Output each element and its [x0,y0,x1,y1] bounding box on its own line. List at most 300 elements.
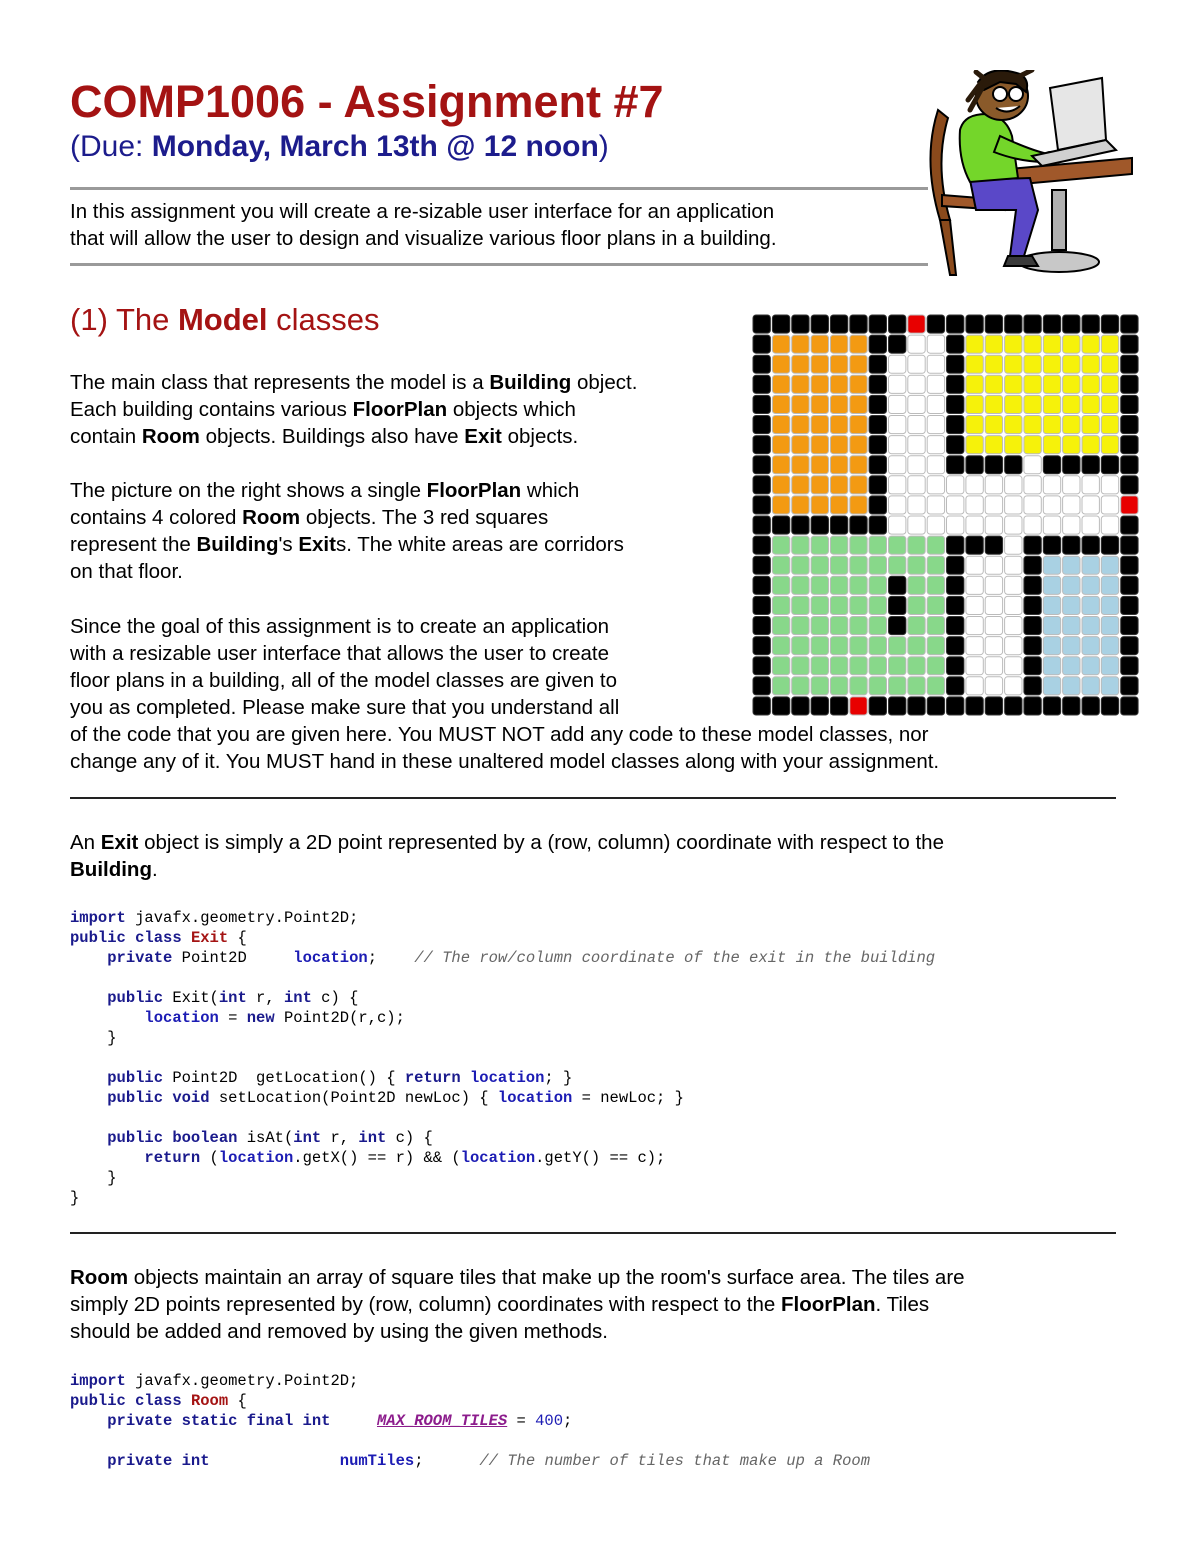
floor-tile [1121,335,1138,353]
floor-tile [1024,496,1041,514]
floor-tile [1121,536,1138,554]
floor-tile [1043,536,1060,554]
text-run: . Tiles [875,1293,930,1316]
floor-tile [985,596,1002,614]
floor-tile [947,416,964,434]
floor-tile [792,677,809,695]
floor-tile [850,637,867,655]
text-run: objects maintain an array of square tiles that make up the room's surface area. The tiles are [128,1266,965,1289]
floor-tile [1121,416,1138,434]
floor-tile [1101,657,1118,675]
code-text: ; } [544,1069,573,1087]
floor-tile [927,496,944,514]
floor-tile [908,436,925,454]
room-description [70,1291,929,1318]
floor-tile [1101,536,1118,554]
text-run: contain [70,425,142,448]
floor-tile [1024,576,1041,594]
code-text: javafx.geometry.Point2D; [125,909,359,927]
code-text: ( [200,1149,219,1167]
floor-tile [772,677,789,695]
floor-tile [811,556,828,574]
floor-tile [985,657,1002,675]
floor-tile [1043,596,1060,614]
code-text: c) { [386,1129,433,1147]
floor-tile [1024,436,1041,454]
floor-tile [811,697,828,715]
floor-tile [966,375,983,393]
keyword: int [283,989,312,1007]
floor-tile [985,335,1002,353]
code-text: c) { [311,989,359,1007]
floor-tile [850,496,867,514]
floor-tile [753,596,770,614]
floor-tile [908,375,925,393]
floor-tile [985,315,1002,333]
floor-tile [966,496,983,514]
floor-tile [1005,315,1022,333]
floor-tile [966,476,983,494]
floor-tile [889,436,906,454]
floor-tile [830,456,847,474]
floor-tile [772,355,789,373]
section-prefix: (1) The [70,302,178,337]
floor-tile [772,375,789,393]
code-text: } [107,1029,117,1047]
code-text: ; [563,1412,573,1430]
floor-tile [1063,697,1080,715]
floor-tile [985,536,1002,554]
floor-tile [811,355,828,373]
floor-tile [792,335,809,353]
floor-tile [1043,355,1060,373]
floor-tile [966,556,983,574]
floor-tile [985,436,1002,454]
floor-tile [1121,657,1138,675]
floor-tile [908,395,925,413]
floor-tile [1082,335,1099,353]
floor-tile [1024,395,1041,413]
floor-tile [966,657,983,675]
floor-tile [792,355,809,373]
floor-tile [850,677,867,695]
field-name: location [293,949,368,967]
floor-tile [792,556,809,574]
floor-tile [1005,456,1022,474]
exit-code-block [70,908,935,1208]
floor-tile [966,677,983,695]
floor-tile [772,556,789,574]
floor-tile [1101,375,1118,393]
class-name: FloorPlan [781,1293,876,1316]
floor-tile [908,315,925,333]
floor-tile [1024,657,1041,675]
floor-tile [753,536,770,554]
floor-tile [1082,516,1099,534]
floor-tile [966,596,983,614]
floor-tile [985,697,1002,715]
floor-tile [811,436,828,454]
floor-tile [772,576,789,594]
floor-tile [889,315,906,333]
floor-tile [1005,516,1022,534]
floor-tile [889,416,906,434]
floor-tile [772,657,789,675]
keyword: public boolean [107,1129,238,1147]
keyword: public class [70,1392,182,1410]
floor-tile [772,436,789,454]
floor-tile [869,416,886,434]
floor-tile [947,516,964,534]
floor-tile [927,596,944,614]
floor-tile [1101,355,1118,373]
floor-tile [792,637,809,655]
floor-tile [1043,556,1060,574]
floor-tile [772,536,789,554]
due-date-value: Monday, March 13th @ 12 noon [151,130,599,163]
floor-tile [1082,677,1099,695]
code-text: javafx.geometry.Point2D; [125,1372,359,1390]
floor-tile [1101,516,1118,534]
floor-tile [947,657,964,675]
floor-tile [811,617,828,635]
floor-tile [1005,375,1022,393]
floor-tile [1121,375,1138,393]
floor-tile [927,375,944,393]
text-run: represent the [70,533,197,556]
floor-tile [811,637,828,655]
floor-tile [1063,355,1080,373]
floor-tile [830,436,847,454]
keyword: public class [70,929,182,947]
floor-tile [753,315,770,333]
floor-tile [869,576,886,594]
floor-tile [850,556,867,574]
floor-tile [792,617,809,635]
field-name: location [218,1149,294,1167]
text-run: Each building contains various [70,398,353,421]
floor-tile [927,315,944,333]
floor-tile [1121,697,1138,715]
floor-tile [753,476,770,494]
floor-tile [947,456,964,474]
floor-tile [1101,576,1118,594]
floor-tile [869,476,886,494]
floor-tile [830,596,847,614]
floor-tile [927,697,944,715]
floor-tile [947,395,964,413]
floor-tile [811,677,828,695]
floor-tile [966,516,983,534]
text-run: The picture on the right shows a single [70,479,427,502]
floor-tile [1063,596,1080,614]
text-run: contains 4 colored [70,506,243,529]
floor-tile [889,657,906,675]
floor-tile [889,596,906,614]
floor-tile [1101,556,1118,574]
model-line: on that floor. [70,560,183,583]
model-line [70,477,579,504]
field-name: location [460,1149,536,1167]
floor-tile [1063,315,1080,333]
floor-tile [1121,476,1138,494]
floor-tile [753,416,770,434]
floor-tile [908,617,925,635]
floor-tile [927,637,944,655]
room-code-block [70,1371,870,1471]
separator-line [70,797,1116,799]
text-run: 's [278,533,299,556]
floor-tile [1043,516,1060,534]
field-name: location [144,1009,219,1027]
class-name: Exit [190,929,229,947]
field-name: location [470,1069,545,1087]
floor-tile [1121,637,1138,655]
floor-tile [1063,637,1080,655]
floor-tile [1063,335,1080,353]
floor-tile [1101,335,1118,353]
code-text [461,1069,470,1087]
floor-tile [869,596,886,614]
keyword: private [107,949,173,967]
floor-tile [927,355,944,373]
floor-tile [772,596,789,614]
model-line [70,504,548,531]
floor-tile [1063,456,1080,474]
floor-tile [908,697,925,715]
code-text: { [228,1392,247,1410]
floor-tile [811,516,828,534]
floor-tile [869,677,886,695]
floor-tile [985,496,1002,514]
floor-tile [947,536,964,554]
code-text: Exit( [163,989,219,1007]
floor-tile [1005,436,1022,454]
floor-tile [753,375,770,393]
floor-tile [908,456,925,474]
floor-tile [869,375,886,393]
class-name: Exit [100,831,139,854]
floor-tile [792,596,809,614]
floor-tile [792,456,809,474]
floor-tile [850,456,867,474]
floor-tile [1101,456,1118,474]
floor-tile [792,657,809,675]
floor-tile [947,476,964,494]
floor-tile [1063,516,1080,534]
floor-tile [1024,416,1041,434]
keyword: return [144,1149,201,1167]
floor-tile [753,617,770,635]
floor-tile [1005,657,1022,675]
keyword: int [218,989,247,1007]
number-literal: 400 [535,1412,564,1430]
floor-tile [908,596,925,614]
floor-tile [1082,496,1099,514]
floor-tile [830,416,847,434]
floor-tile [772,335,789,353]
floor-tile [947,637,964,655]
floor-tile [1082,657,1099,675]
floor-tile [1005,637,1022,655]
floor-tile [927,456,944,474]
floor-tile [1005,677,1022,695]
floor-tile [830,355,847,373]
floor-tile [869,496,886,514]
floor-tile [927,536,944,554]
keyword: import [70,909,126,927]
room-description: should be added and removed by using the given methods. [70,1320,608,1343]
floor-tile [850,617,867,635]
floor-tile [1024,315,1041,333]
floor-tile [1005,556,1022,574]
keyword: public void [107,1089,210,1107]
floor-tile [966,456,983,474]
floor-tile [1024,617,1041,635]
floor-tile [830,395,847,413]
floor-tile [1101,496,1118,514]
floor-tile [966,355,983,373]
floor-tile [753,456,770,474]
floor-tile [1024,556,1041,574]
floor-tile [753,556,770,574]
floor-tile [772,395,789,413]
floor-tile [830,637,847,655]
floor-tile [1101,697,1118,715]
floor-tile [966,335,983,353]
floor-tile [966,617,983,635]
floor-tile [1024,596,1041,614]
model-line: Since the goal of this assignment is to create an application [70,615,610,638]
floor-tile [966,576,983,594]
floor-tile [985,576,1002,594]
floor-tile [830,677,847,695]
floor-tile [850,476,867,494]
top-divider [70,187,928,190]
floor-tile [830,335,847,353]
floor-tile [927,617,944,635]
floor-tile [753,697,770,715]
due-suffix: ) [598,130,609,163]
floor-tile [850,375,867,393]
floor-tile [772,315,789,333]
floor-tile [1005,596,1022,614]
code-text: .getX() == r) && ( [293,1149,461,1167]
floor-tile [792,375,809,393]
floor-tile [966,395,983,413]
floor-tile [1024,476,1041,494]
keyword: new [246,1009,275,1027]
text-run: The main class that represents the model is a [70,371,490,394]
floor-tile [966,416,983,434]
floor-tile [1063,536,1080,554]
floor-tile [869,697,886,715]
text-run: object is simply a 2D point represented by a (row, column) coordinate with respect to the [138,831,944,854]
floor-tile [792,315,809,333]
floor-tile [1082,395,1099,413]
intro-line-2: that will allow the user to design and visualize various floor plans in a building. [70,227,777,250]
floor-tile [792,436,809,454]
model-line [70,423,578,450]
floor-tile [811,476,828,494]
floor-tile [889,355,906,373]
floor-tile [1121,516,1138,534]
keyword: import [70,1372,126,1390]
floor-tile [908,355,925,373]
floor-tile [908,657,925,675]
floor-tile [1101,416,1118,434]
floor-tile [947,556,964,574]
floor-tile [889,637,906,655]
floor-tile [850,697,867,715]
floor-tile [869,395,886,413]
field-name: numTiles [339,1452,415,1470]
model-line [70,531,624,558]
floor-tile [1121,315,1138,333]
floor-tile [1043,375,1060,393]
floor-tile [753,576,770,594]
room-description [70,1264,965,1291]
floor-tile [830,496,847,514]
floor-tile [947,576,964,594]
floor-tile [1043,416,1060,434]
floor-tile [1101,395,1118,413]
class-name: Room [190,1392,229,1410]
model-line [70,396,576,423]
floor-tile [889,395,906,413]
code-text: .getY() == c); [535,1149,666,1167]
section-suffix: classes [267,302,380,337]
floor-tile [792,476,809,494]
floor-tile [850,416,867,434]
floor-tile [908,496,925,514]
floor-tile [908,335,925,353]
floor-tile [1082,355,1099,373]
floor-tile [1005,576,1022,594]
floor-tile [1082,536,1099,554]
floor-tile [1043,657,1060,675]
floor-tile [772,496,789,514]
class-name: Room [141,425,200,448]
floor-tile [830,617,847,635]
floor-tile [811,576,828,594]
floor-tile [889,617,906,635]
model-line: change any of it. You MUST hand in these unaltered model classes along with your assignment. [70,750,940,773]
floor-tile [1043,496,1060,514]
model-line [70,369,637,396]
floor-tile [927,335,944,353]
floor-tile [1082,375,1099,393]
floor-tile [830,556,847,574]
floor-tile [1063,617,1080,635]
code-text: Point2D getLocation() { [163,1069,405,1087]
separator-line [70,1232,1116,1234]
floor-tile [947,596,964,614]
floor-tile [985,516,1002,534]
floor-tile [869,536,886,554]
floor-tile [811,335,828,353]
floor-tile [772,516,789,534]
floor-tile [1063,375,1080,393]
class-name: Building [489,371,572,394]
floor-tile [947,375,964,393]
floor-tile [1005,355,1022,373]
floor-tile [1101,476,1118,494]
floor-tile [1063,556,1080,574]
floor-tile [792,576,809,594]
floor-tile [830,657,847,675]
floor-tile [1101,436,1118,454]
